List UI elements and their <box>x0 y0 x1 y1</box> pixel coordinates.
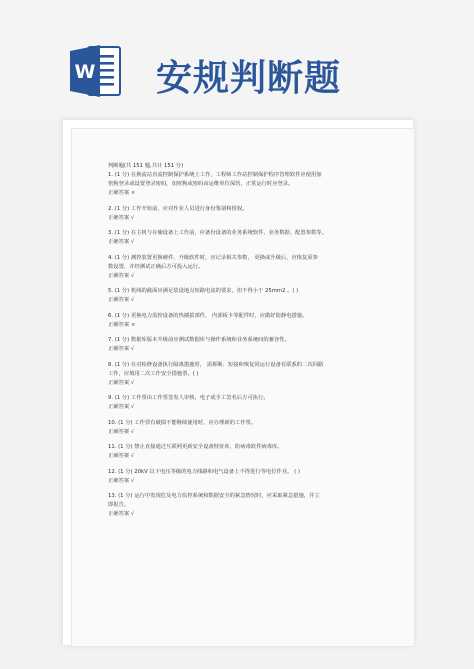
answer-text: 正确答案 √ <box>108 404 135 410</box>
question-item <box>108 492 363 519</box>
question-item <box>108 254 363 281</box>
word-logo-icon <box>70 43 122 99</box>
question-item <box>108 394 363 412</box>
answer-text: 正确答案 × <box>108 321 136 328</box>
question-text: 9. (1 分) 工作票由工作票签发人审核，电子或手工签名后方可执行。 <box>108 395 269 401</box>
question-item <box>108 229 363 247</box>
answer-text: 正确答案 √ <box>108 214 135 221</box>
question-item <box>108 287 363 305</box>
answer-text: 正确答案 √ <box>108 239 135 245</box>
question-item <box>108 171 363 198</box>
question-item <box>108 468 363 486</box>
answer-text: 正确答案 √ <box>108 346 135 352</box>
question-text: 4. (1 分) 测控装置更换硬件、升级软件时，应记录相关参数， 更换或升级后，应恢复原参 <box>108 254 318 261</box>
page-header <box>0 0 474 118</box>
question-text: 12. (1 分) 20kV 以下电压等级的电力线路和电气设备上不得进行等电位作业。 ( ) <box>108 468 300 475</box>
question-text: 2. (1 分) 工作开始前，应对作业人员进行身份鉴别和授权。 <box>108 205 248 212</box>
answer-text: 正确答案 √ <box>108 297 135 303</box>
document-title: 安规判断题 <box>156 58 342 99</box>
question-item <box>108 336 363 354</box>
question-text: 5. (1 分) 机线的截面应满足装设地点短路电流的要求，但不得小于 25mm2 。( ) <box>108 288 299 294</box>
question-text: 6. (1 分) 更换电力监控设备的热插拔部件， 内部板卡等配件时，应做好防静电措施。 <box>108 312 308 319</box>
question-text: 工作，应填用二次工作安全措施票。( ) <box>108 370 199 377</box>
word-logo-letter: W <box>74 61 96 83</box>
question-text: 数设置，并经测试正确后方可投入运行。 <box>108 263 204 270</box>
question-item <box>108 361 363 388</box>
document-page <box>108 162 363 637</box>
answer-text: 正确答案 √ <box>108 477 135 484</box>
question-text: 10. (1 分) 工作票有破损不能继续使用时，应办理新的工作票。 <box>108 419 257 426</box>
question-text: 11. (1 分) 禁止直接通过互联网更新安全设备特征库，防病毒软件病毒库。 <box>108 444 283 450</box>
answer-text: 正确答案 √ <box>108 272 135 279</box>
question-text: 7. (1 分) 数据库版本升级前应测试数据库与操作系统和业务系统间的兼容性。 <box>108 337 290 343</box>
question-text: 3. (1 分) 在主机与存储设备上工作前，应备份设备的业务系统软件、业务数据、配置参数等。 <box>108 230 327 236</box>
question-text: 即报告。 <box>108 502 130 508</box>
question-text: 1. (1 分) 在换流站直流控制保护系统上工作，工程师工作站控制保护程序管理软件应使用加 <box>108 172 322 178</box>
question-text: 13. (1 分) 运行中发现危及电力监控系统和数据安全的紧急情况时，应采取紧急措施，并立 <box>108 493 320 499</box>
question-text: 8. (1 分) 在对检修设备执行隔离措施时， 需拆断、短接和恢复同运行设备有联系的二次回路 <box>108 361 324 368</box>
section-heading: 判断题(共 151 题,共计 151 分) <box>108 163 184 169</box>
answer-text: 正确答案 √ <box>108 428 135 435</box>
question-item <box>108 205 363 223</box>
answer-text: 正确答案 √ <box>108 453 135 459</box>
question-item <box>108 419 363 437</box>
answer-text: 正确答案 √ <box>108 511 135 517</box>
answer-text: 正确答案 √ <box>108 379 135 386</box>
question-item <box>108 443 363 461</box>
question-list <box>108 171 363 519</box>
question-item <box>108 312 363 330</box>
question-text: 密狗登录或设置登录密码，加密狗或密码由运维单位保管，正常运行时应登录。 <box>108 181 294 187</box>
answer-text: 正确答案 × <box>108 190 136 196</box>
